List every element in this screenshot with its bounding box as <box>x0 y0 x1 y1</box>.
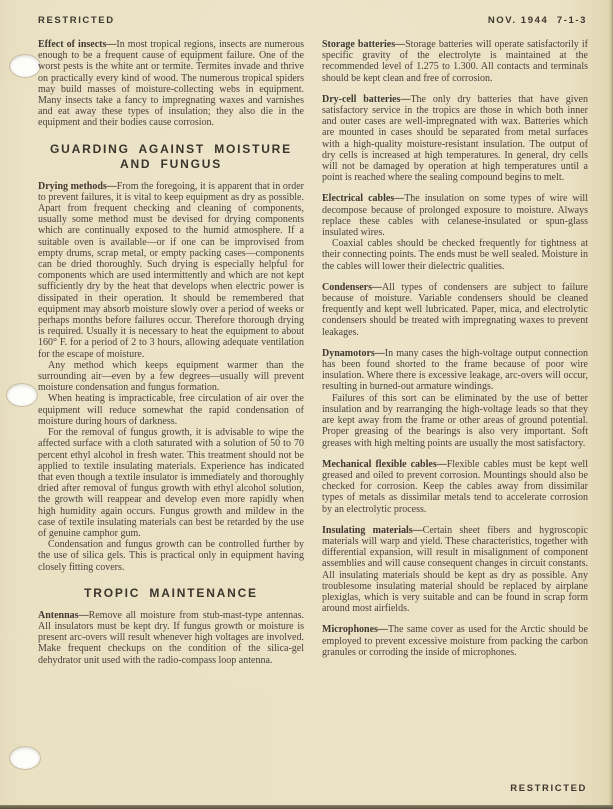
punch-hole-top <box>10 55 40 77</box>
left-column <box>38 39 304 666</box>
paragraph <box>322 94 588 184</box>
right-column <box>322 39 588 666</box>
paragraph <box>38 181 304 360</box>
page-header <box>38 15 587 26</box>
paragraph <box>322 238 588 272</box>
paragraph-text: The insulation on some types of wire will decompose because of prolonged exposure to moisture. Always replace these cables with celanese-insulated or spun-glass insulated wires. <box>322 193 588 239</box>
paragraph-text: Remove all moisture from stub-mast-type antennas. All insulators must be kept dry. If fungus growth or moisture is present arc-overs will result whenever high voltages are involved. Make frequent checkups on the condition of the silica-gel dehydrator unit used with the radio-compass loop antenna. <box>38 609 304 666</box>
classification-footer: RESTRICTED <box>510 783 587 794</box>
paragraph-text: Storage batteries will operate satisfactorily if specific gravity of the electrolyte is maintained at the recommended level of 1.275 to 1.300. All contacts and terminals should be kept clean and free of corrosion. <box>322 39 588 84</box>
paragraph-text: For the removal of fungus growth, it is advisable to wipe the affected surface with a cloth saturated with a solution of 50 to 70 percent ethyl alcohol in fresh water. This treatment should not be applied to textile insulating materials. Experience has indicated that even though a textile insulator is immediately and thoroughly dried after removal of fungus growth with ethyl alcohol solution, the growth will reappear and develop even more rapidly when high humidity again occurs. Fungus growth and mildew in the case of textile insulating materials can best be retarded by the use of genuine camphor gum. <box>38 427 304 539</box>
paragraph <box>322 624 588 658</box>
paragraph <box>38 360 304 394</box>
paragraph-text: Certain sheet fibers and hygroscopic materials will warp and yield. These characteristics, together with differential expansion, will result in misalignment of component assemblies and will cause consequent changes in circuit constants. All insulating materials should be kept as dry as possible. Any troublesome insulating material should be replaced by airplane plexiglas, which is very suitable and can be found in scrap form around most airfields. <box>322 524 588 615</box>
paragraph-lead: Dry-cell batteries— <box>322 93 411 105</box>
paragraph-text: Coaxial cables should be checked frequently for tightness at their connecting points. The ends must be well sealed. Moisture in the cables will lower their dielectric qualities. <box>322 238 588 272</box>
paragraph-text: Failures of this sort can be eliminated by the use of better insulation and by rearranging the high-voltage leads so that they are kept away from the frame or other areas of ground potential. Proper greasing of the bearings is also very important. Soft greases with high melting points are usually the most satisfactory. <box>322 392 588 449</box>
paragraph <box>322 282 588 338</box>
paragraph-text: The same cover as used for the Arctic should be employed to prevent excessive moisture from packing the carbon granules or corroding the inside of microphones. <box>322 624 588 658</box>
paragraph <box>322 459 588 515</box>
punch-hole-bottom <box>10 747 40 769</box>
paragraph-text: When heating is impracticable, free circulation of air over the equipment will reduce somewhat the rapid condensation of moisture during hours of darkness. <box>38 393 304 427</box>
paragraph <box>322 193 588 238</box>
paragraph-text: The only dry batteries that have given satisfactory service in the tropics are those in which both inner and outer cases are well-impregnated with wax. Batteries which are mounted in cases should be separated from metal surfaces with a high-quality moisture-resistant insulation. The output of dry cells is increased at high temperatures. In general, dry cells will not be damaged by operation at high temperatures until a point is reached where the sealing compound begins to melt. <box>322 93 588 184</box>
paragraph-text: Any method which keeps equipment warmer than the surrounding air—even by a few degrees—usually will prevent moisture condensation and fungus formation. <box>38 359 304 394</box>
section-heading: TROPIC MAINTENANCE <box>84 585 258 600</box>
paragraph-text: All types of condensers are subject to failure because of moisture. Variable condensers should be cleaned frequently and kept well lubricated. Paper, mica, and electrolytic condensers should be treated with impregnating waxes to prevent leakages. <box>322 281 588 338</box>
paragraph <box>38 539 304 573</box>
date-issue-number: NOV. 1944 7-1-3 <box>487 15 587 26</box>
paragraph <box>322 525 588 615</box>
paragraph <box>38 39 304 129</box>
paragraph-lead: Insulating materials— <box>322 524 423 536</box>
paragraph-lead: Condensers— <box>322 281 383 293</box>
paragraph <box>322 348 588 393</box>
paragraph <box>38 427 304 539</box>
paragraph <box>322 39 588 84</box>
paragraph-text: In many cases the high-voltage output connection has been found shorted to the frame because of poor wire insulation. Where there is excessive leakage, arc-overs will occur, resulting in burned-out armature windings. <box>322 347 588 393</box>
paragraph-lead: Electrical cables— <box>322 193 405 205</box>
paragraph-text: Condensation and fungus growth can be controlled further by the use of silica gels. This is practical only in equipment having closely fitting covers. <box>38 539 304 573</box>
page-footer <box>510 783 587 794</box>
punch-hole-middle <box>7 384 37 406</box>
paragraph-lead: Drying methods— <box>38 180 117 192</box>
classification-header: RESTRICTED <box>38 15 115 26</box>
paragraph-lead: Storage batteries— <box>322 39 406 50</box>
paragraph-lead: Mechanical flexible cables— <box>322 458 447 470</box>
paragraph-lead: Antennas— <box>38 609 89 621</box>
paragraph-text: From the foregoing, it is apparent that in order to prevent failures, it is vital to keep equipment as dry as possible. Apart from frequent checking and cleaning of components, usually some method must be devised for drying components which are continually exposed to the humid atmosphere. If a suitable oven is available—or if one can be improvised from empty drums, scrap metal, or empty packing cases—components can be dried thoroughly. Such drying is especially helpful for components which are used intermittently and which are not kept sufficiently dry by the heat that develops when electric power is dissipated in their operation. It should be remembered that equipment may absorb moisture slowly over a period of weeks or perhaps months before failures occur. Therefore thorough drying is required. Usually it is necessary to heat the equipment to about 160° F. for a period of 2 to 3 hours, allowing adequate ventilation for the escape of moisture. <box>38 180 304 360</box>
paragraph-lead: Dynamotors— <box>322 347 385 359</box>
paragraph-lead: Microphones— <box>322 624 388 636</box>
paragraph <box>38 610 304 666</box>
two-column-body <box>38 39 588 666</box>
paragraph-lead: Effect of insects— <box>38 39 117 50</box>
paragraph-text: Flexible cables must be kept well greased and oiled to prevent corrosion. Mountings should also be checked for corrosion. Keep the cables away from dissimilar types of metals as dissimilar metals tend to accelerate corrosion by an electrolytic process. <box>322 458 588 515</box>
paragraph <box>38 393 304 427</box>
section-heading: GUARDING AGAINST MOISTURE AND FUNGUS <box>50 141 292 171</box>
paragraph <box>322 393 588 449</box>
paragraph-text: In most tropical regions, insects are numerous enough to be a frequent cause of equipment failure. One of the worst pests is the white ant or termite. Termites invade and thrive on practically every kind of wood. The numerous tropical spiders may build masses of moisture-collecting webs in equipment. Many insects take a fancy to impregnating waxes and varnishes and eat away these types of insulation; they also die in the equipment and their bodies cause corrosion. <box>38 39 304 129</box>
